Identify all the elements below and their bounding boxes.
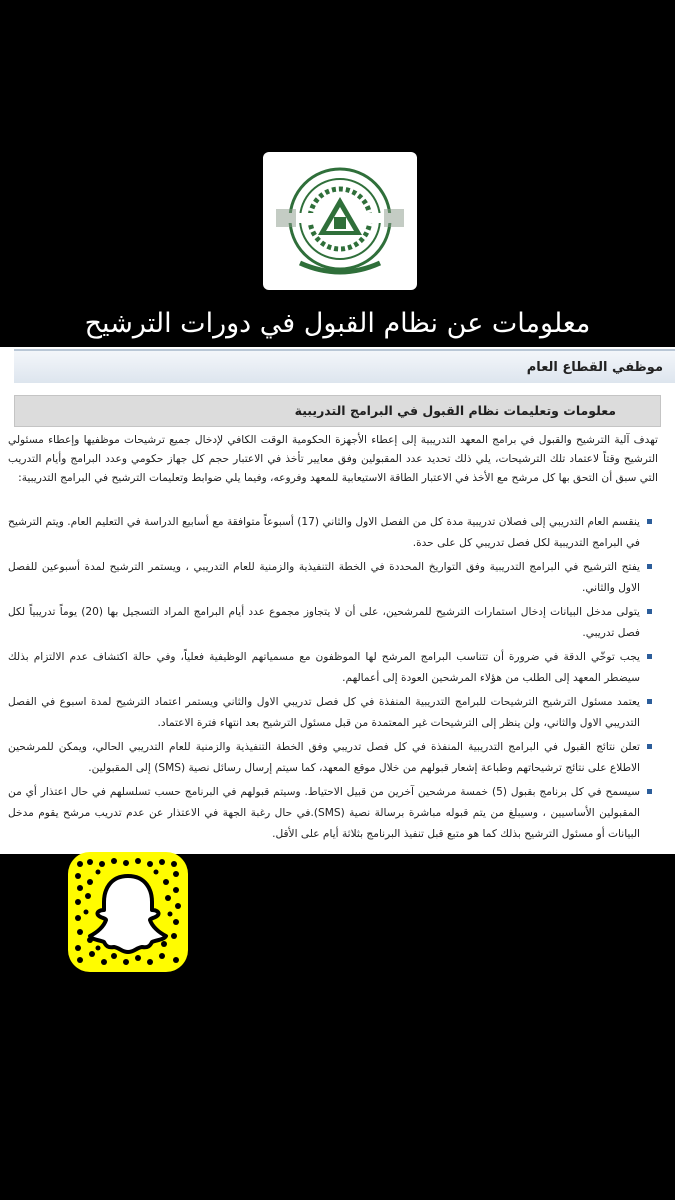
document-screenshot — [0, 347, 675, 854]
category-title: موظفي القطاع العام — [14, 349, 675, 383]
rule-item — [8, 692, 652, 734]
intro-paragraph: تهدف آلية الترشيح والقبول في برامج المعهد التدريبية إلى إعطاء الأجهزة الحكومية الوقت الكافي لإدخال جميع ترشيحات موظفيها وإعطاء مسئولي الترشيح وقتاً لاعتماد تلك الترشيحات، يلي ذلك تحديد عدد المقبولين وفق معايير تأخذ في الاعتبار حجم كل جهاز حكومي وعدد البرامج وأيام التدريب التي سبق أن التحق بها كل مرشح مع الأخذ في الاعتبار الطاقة الاستيعابية للمعهد وفروعه، وفيما يلي ضوابط وتعليمات الترشيح في البرامج التدريبية: — [8, 434, 658, 484]
logo-card — [263, 152, 417, 290]
bullet-icon — [647, 789, 652, 794]
rule-text: يتولى مدخل البيانات إدخال استمارات الترشيح للمرشحين، على أن لا يتجاوز مجموع عدد أيام البرامج المراد التسجيل بها (20) يوماً تدريبياً لكل فصل تدريبي. — [8, 606, 640, 639]
bullet-icon — [647, 654, 652, 659]
bullet-icon — [647, 744, 652, 749]
headline: معلومات عن نظام القبول في دورات الترشيح — [84, 308, 591, 339]
rule-item — [8, 512, 652, 554]
rule-item — [8, 737, 652, 779]
snapcode[interactable] — [68, 852, 188, 972]
bullet-icon — [647, 609, 652, 614]
rule-text: يعتمد مسئول الترشيح الترشيحات للبرامج التدريبية المنفذة في كل فصل تدريبي الاول والثاني ويستمر اعتماد الترشيح لمدة اسبوع في الفصل التدريبي الاول والثاني، ولن ينظر إلى الترشيحات غير المعتمدة من قبل مسئول الترشيح بعد انتهاء فترة الاعتماد. — [8, 696, 640, 729]
rules-list — [8, 512, 652, 848]
bullet-icon — [647, 699, 652, 704]
bullet-icon — [647, 564, 652, 569]
rule-text: تعلن نتائج القبول في البرامج التدريبية المنفذة في كل فصل تدريبي وفق الخطة التنفيذية والزمنية للعام التدريبي الحالي، ويمكن للمرشحين الاطلاع على نتائج ترشيحاتهم وطباعة إشعار قبولهم من خلال موقع المعهد، كما سيتم إرسال رسائل نصية (SMS) إلى المقبولين. — [8, 741, 640, 774]
rule-item — [8, 782, 652, 845]
rule-item — [8, 602, 652, 644]
section-title: معلومات وتعليمات نظام القبول في البرامج التدريبية — [14, 395, 661, 427]
rule-item — [8, 647, 652, 689]
bullet-icon — [647, 519, 652, 524]
rule-text: ينقسم العام التدريبي إلى فصلان تدريبية مدة كل من الفصل الاول والثاني (17) أسبوعاً متوافقة مع أسابيع الدراسة في التعليم العام. ويتم الترشيح في البرامج التدريبية لكل فصل تدريبي كل على حدة. — [8, 516, 640, 549]
rule-text: سيسمح في كل برنامج بقبول (5) خمسة مرشحين آخرين من قبيل الاحتياط. وسيتم قبولهم في البرنامج حسب تسلسلهم في حال اعتذار أي من المقبولين الأساسيين ، وسيبلغ من يتم قبوله مباشرة برسالة نصية (SMS).في حال رغبة الجهة في الاعتذار عن عدم تدريب مرشح يقوم مدخل البيانات أو مسئول الترشيح بذلك كما هو متبع قبل تنفيذ البرنامج بثلاثة أيام على الأقل. — [8, 786, 640, 840]
snapchat-ghost-icon — [68, 852, 188, 972]
rule-text: يجب توخّي الدقة في ضرورة أن تتناسب البرامج المرشح لها الموظفون مع مسمياتهم الوظيفية فعلياً، وفي حالة اكتشاف عدم الالتزام بذلك سيضطر المعهد إلى الطلب من هؤلاء المرشحين العودة إلى أعمالهم. — [8, 651, 640, 684]
rule-text: يفتح الترشيح في البرامج التدريبية وفق التواريخ المحددة في الخطة التنفيذية والزمنية للعام التدريبي ، ويستمر الترشيح لمدة أسبوعين للفصل الاول والثاني. — [8, 561, 640, 594]
institute-logo-icon — [270, 159, 410, 283]
rule-item — [8, 557, 652, 599]
